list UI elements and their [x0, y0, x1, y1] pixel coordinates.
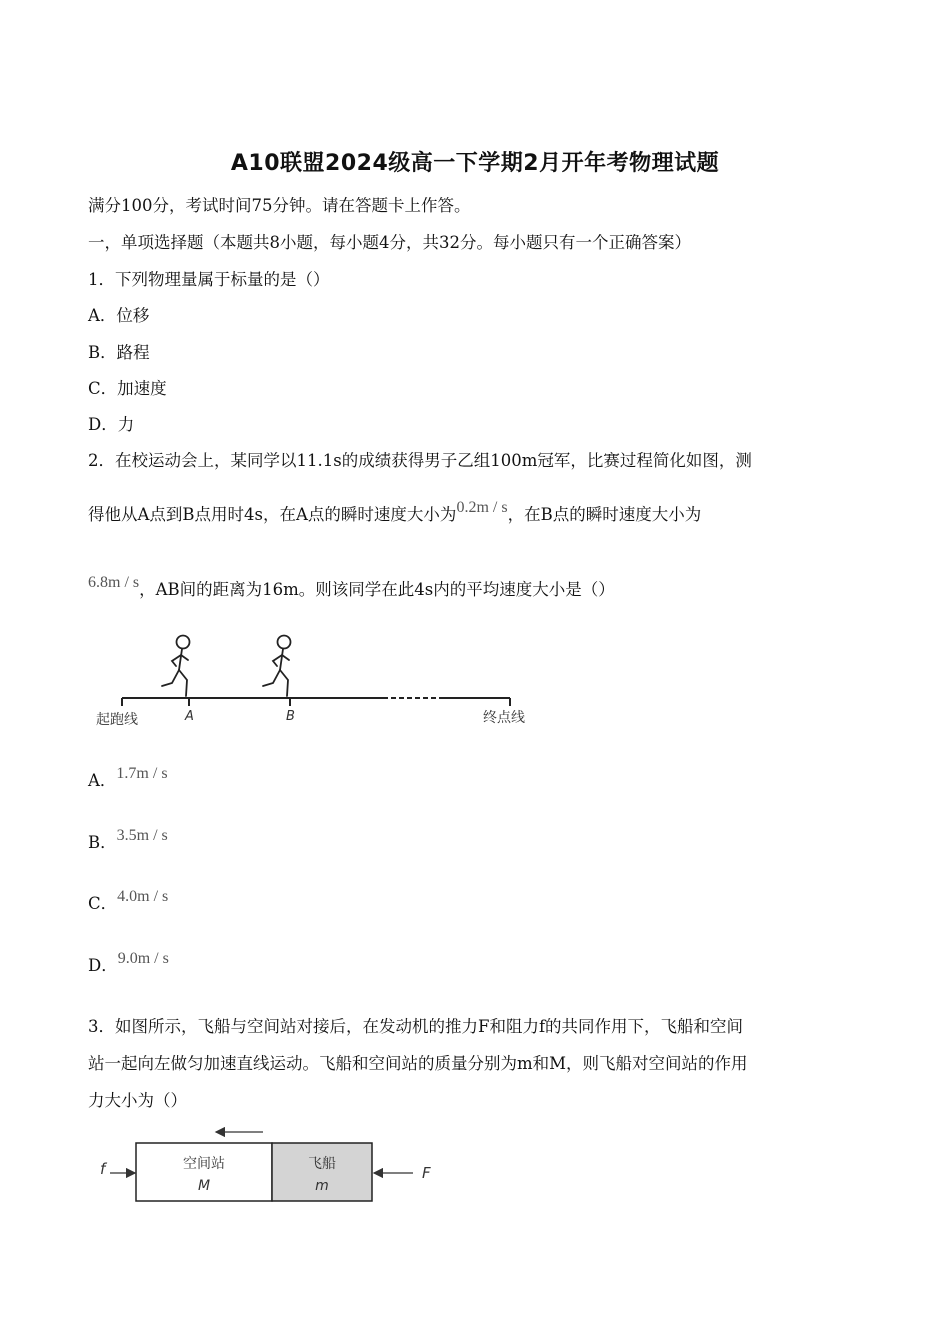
space-station-mass: M [197, 1178, 211, 1194]
velocity-b: 6.8m / s [88, 574, 140, 591]
q2-option-b [88, 829, 168, 853]
q2-option-a-value: 1.7m / s [116, 765, 168, 782]
thrust-F-label: F [422, 1164, 431, 1182]
q1-option-c: C．加速度 [88, 379, 167, 398]
start-line-label: 起跑线 [96, 712, 138, 728]
q1-option-d: D．力 [88, 415, 135, 434]
runner-icon [263, 636, 291, 697]
space-station-label: 空间站 [183, 1156, 225, 1172]
q2-option-d-letter: D． [88, 956, 118, 975]
q2-stem-line1: 2．在校运动会上，某同学以11.1s的成绩获得男子乙组100m冠军，比赛过程简化如图，测 [88, 451, 752, 470]
q2-stem-line3 [88, 576, 615, 600]
q2-text-part1: 得他从A点到B点用时4s，在A点的瞬时速度大小为 [88, 505, 457, 524]
q2-option-d [88, 952, 169, 976]
q1-option-b: B．路程 [88, 343, 150, 362]
velocity-a: 0.2m / s [456, 499, 508, 516]
q2-option-a [88, 767, 168, 791]
q2-option-d-value: 9.0m / s [117, 950, 169, 967]
q2-option-c [88, 890, 168, 914]
finish-line-label: 终点线 [483, 710, 525, 726]
docking-figure [88, 1120, 448, 1210]
running-track-figure [88, 628, 548, 732]
q2-option-a-letter: A． [88, 771, 117, 790]
point-a-label: A [185, 709, 194, 724]
q2-text-part3: ，AB间的距离为16m。则该同学在此4s内的平均速度大小是（） [139, 580, 615, 599]
page-title: A10联盟2024级高一下学期2月开年考物理试题 [230, 151, 720, 176]
q1-stem: 1．下列物理量属于标量的是（） [88, 270, 330, 289]
q3-stem-line3: 力大小为（） [88, 1091, 187, 1110]
q3-stem-line2: 站一起向左做匀加速直线运动。飞船和空间站的质量分别为m和M，则飞船对空间站的作用 [88, 1054, 748, 1073]
q2-option-b-value: 3.5m / s [116, 827, 168, 844]
runner-icon [162, 636, 190, 697]
q2-option-c-letter: C． [88, 894, 118, 913]
q1-option-a: A．位移 [88, 306, 150, 325]
q2-option-b-letter: B． [88, 833, 117, 852]
exam-intro: 满分100分，考试时间75分钟。请在答题卡上作答。 [88, 196, 471, 215]
q2-text-part2: ，在B点的瞬时速度大小为 [507, 505, 702, 524]
spaceship-label: 飞船 [308, 1156, 336, 1172]
spaceship-mass: m [315, 1178, 329, 1194]
section-heading: 一，单项选择题（本题共8小题，每小题4分，共32分。每小题只有一个正确答案） [88, 233, 691, 252]
resistance-f-label: f [100, 1160, 106, 1178]
q2-stem-line2 [88, 501, 701, 525]
q2-option-c-value: 4.0m / s [117, 888, 169, 905]
q3-stem-line1: 3．如图所示，飞船与空间站对接后，在发动机的推力F和阻力f的共同作用下，飞船和空间 [88, 1017, 744, 1036]
point-b-label: B [286, 709, 295, 724]
